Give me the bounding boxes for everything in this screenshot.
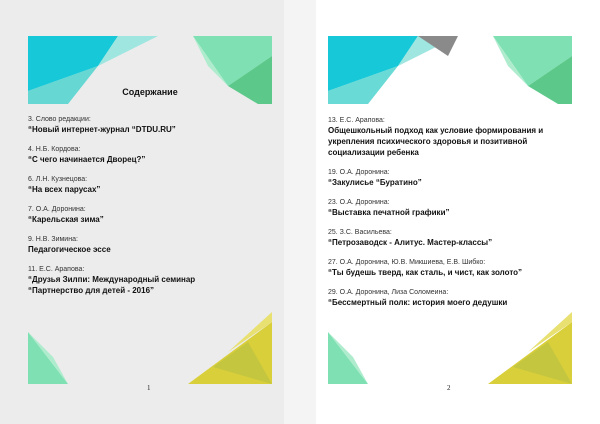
toc-entry-title: “С чего начинается Дворец?” xyxy=(28,155,146,164)
toc-list xyxy=(328,116,543,318)
toc-entry-title: “Новый интернет-журнал “DTDU.RU” xyxy=(28,125,176,134)
toc-entry-meta: 23. О.А. Доронина: xyxy=(328,199,390,206)
toc-entry-title: “Друзья Зилпи: Международный семинар xyxy=(28,275,196,284)
toc-entry[interactable] xyxy=(28,145,195,165)
toc-entry-title: “Петрозаводск - Алитус. Мастер-классы” xyxy=(328,238,493,247)
toc-entry-meta: 11. Е.С. Арапова: xyxy=(28,266,85,273)
toc-entry-title: “Ты будешь тверд, как сталь, и чист, как золото” xyxy=(328,268,523,277)
bottom-geometric-decoration xyxy=(28,312,272,384)
toc-entry-title: “На всех парусах” xyxy=(28,185,101,194)
page-number: 1 xyxy=(147,384,151,392)
toc-entry-title: Общешкольный подход как условие формирования и xyxy=(328,126,544,135)
toc-entry[interactable] xyxy=(28,265,195,296)
toc-entry[interactable] xyxy=(328,288,543,308)
toc-entry-title-line3: социализации ребенка xyxy=(328,148,419,157)
toc-entry[interactable] xyxy=(328,116,543,158)
toc-entry-title-line2: укрепления психического здоровья и позитивной xyxy=(328,137,528,146)
toc-entry-meta: 13. Е.С. Арапова: xyxy=(328,117,385,124)
page-gutter xyxy=(284,0,316,424)
toc-entry-meta: 4. Н.Б. Кордова: xyxy=(28,146,81,153)
toc-list xyxy=(28,115,195,306)
contents-title: Содержание xyxy=(122,87,178,97)
toc-entry[interactable] xyxy=(328,258,543,278)
toc-entry-title: “Карельская зима” xyxy=(28,215,104,224)
toc-entry[interactable] xyxy=(28,205,195,225)
toc-entry-meta: 25. З.С. Васильева: xyxy=(328,229,392,236)
toc-entry-meta: 29. О.А. Доронина, Лиза Соломеина: xyxy=(328,289,449,296)
toc-entry-title: Педагогическое эссе xyxy=(28,245,111,254)
toc-entry-meta: 9. Н.В. Зимина: xyxy=(28,236,78,243)
top-geometric-decoration xyxy=(328,36,572,104)
toc-entry-meta: 27. О.А. Доронина, Ю.В. Микшиева, Е.В. Шибко: xyxy=(328,259,486,266)
toc-entry-meta: 3. Слово редакции: xyxy=(28,116,91,123)
toc-entry-title: “Закулисье “Буратино” xyxy=(328,178,422,187)
right-page xyxy=(316,0,600,424)
toc-entry-title: “Бессмертный полк: история моего дедушки xyxy=(328,298,508,307)
toc-entry[interactable] xyxy=(28,235,195,255)
toc-entry-meta: 19. О.А. Доронина: xyxy=(328,169,390,176)
toc-entry-title-line2: “Партнерство для детей - 2016” xyxy=(28,286,155,295)
toc-entry-meta: 7. О.А. Доронина: xyxy=(28,206,86,213)
page-number: 2 xyxy=(447,384,451,392)
toc-entry-title: “Выставка печатной графики” xyxy=(328,208,450,217)
toc-entry[interactable] xyxy=(328,228,543,248)
left-page xyxy=(0,0,284,424)
toc-entry[interactable] xyxy=(328,198,543,218)
toc-entry[interactable] xyxy=(328,168,543,188)
toc-entry-meta: 6. Л.Н. Кузнецова: xyxy=(28,176,88,183)
toc-entry[interactable] xyxy=(28,175,195,195)
toc-entry[interactable] xyxy=(28,115,195,135)
bottom-geometric-decoration xyxy=(328,312,572,384)
